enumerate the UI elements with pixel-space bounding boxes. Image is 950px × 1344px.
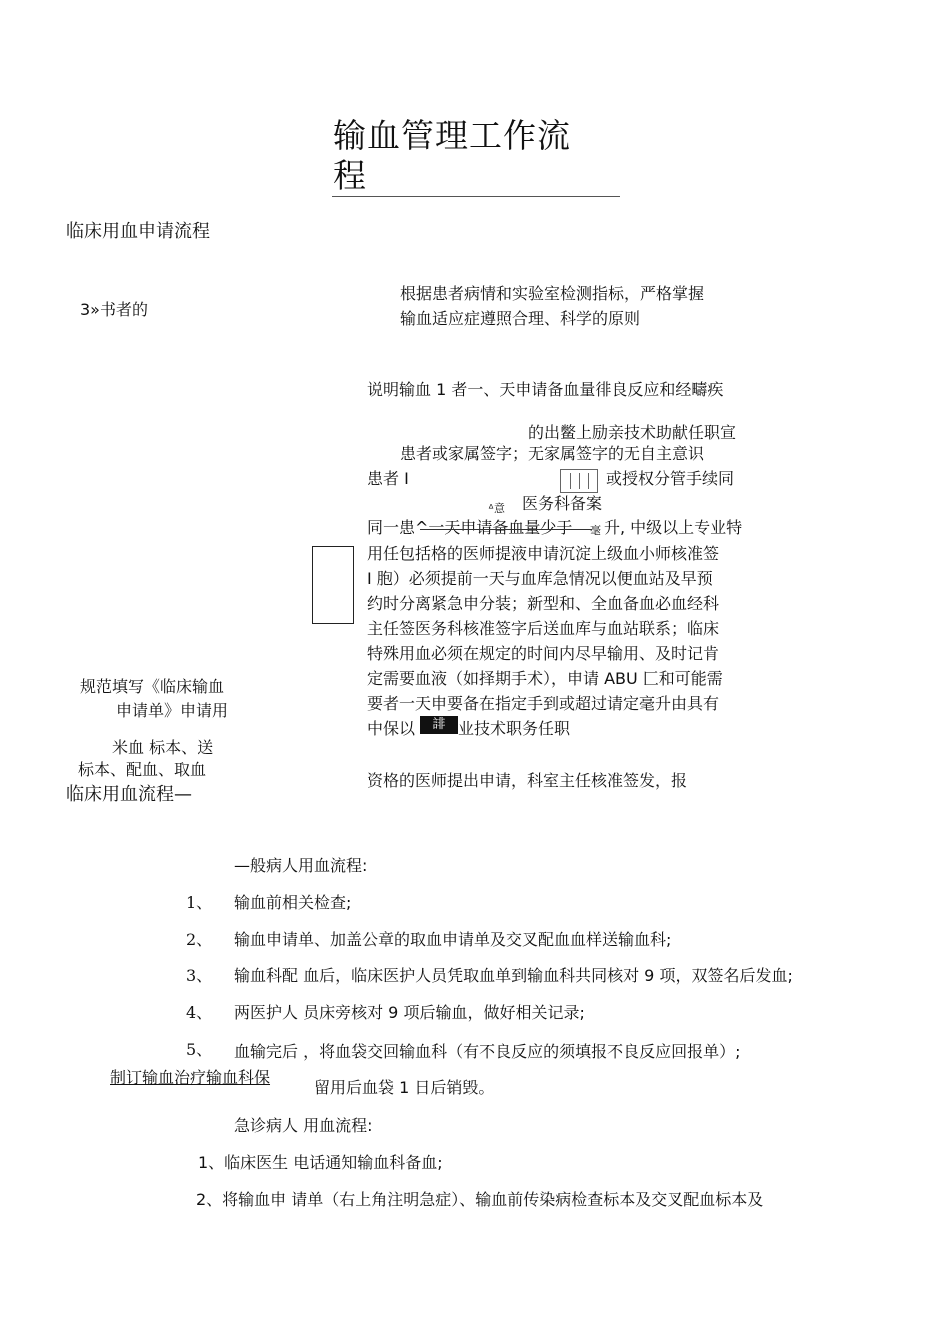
step-5-num: 5、 [186,1040,213,1059]
para4-line2: 用任包括格的医师提液申请沉淀上级血小师核准签 [367,544,720,563]
left-note-2-line1: 规范填写《临床输血 [80,677,225,696]
left-note-4: 制订输血治疗输血科保 [110,1068,271,1087]
para4-last-a: 中保以 [367,719,416,738]
left-note-1: 3»书者的 [80,300,148,319]
para5: 资格的医师提出申请，科室主任核准签发，报 [367,771,688,790]
step-4-num: 4、 [186,1003,213,1022]
page-title-line1: 输血管理工作流 [333,116,571,155]
para3-line2: 患者或家属签字；无家属签字的无自主意识 [400,444,705,463]
step-5-continuation: 留用后血袋 1 日后销毁。 [314,1078,495,1097]
step-2-num: 2、 [186,930,213,949]
title-underline [332,196,620,197]
para4-line8: 要者一天申要备在指定手到或超过请定毫升由具有 [367,694,720,713]
para3-small-mark: ᐞ意 [488,502,505,515]
para3-line3b: 或授权分管手续同 [606,469,735,488]
para4-line1: 同一患^一天申请备血量少于 [367,518,573,537]
step-3-text: 输血科配 血后，临床医护人员凭取血单到输血科共同核对 9 项，双签名后发血; [234,966,793,985]
para4-last-b: 业技术职务任职 [458,719,571,738]
step-4-text: 两医护人 员床旁核对 9 项后输血，做好相关记录; [234,1003,585,1022]
para3-line3a: 患者 I [367,469,409,488]
left-note-3-line1: 米血 标本、送 [112,738,214,757]
strike-line [420,529,592,530]
para1-line1: 根据患者病情和实验室检测指标，严格掌握 [400,284,705,303]
para4-line4: 约时分离紧急申分装；新型和、全血备血必血经科 [367,594,720,613]
left-note-2-line2: 申请单》申请用 [116,701,229,720]
section-heading-usage: 临床用血流程— [66,784,192,805]
left-note-3-line2: 标本、配血、取血 [78,760,207,779]
para3-line1: 的出鳖上励亲技术助献任职宣 [528,423,737,442]
redacted-block: 誹 [420,716,458,734]
emergency-step-2: 2、将输血申 请单（右上角注明急症）、输血前传染病检查标本及交叉配血标本及 [196,1190,764,1209]
para4-line1-small: 毫 [590,524,601,537]
bracket-box [312,546,354,624]
grid-mark-icon [560,469,598,493]
emergency-flow-heading: 急诊病人 用血流程: [234,1116,373,1135]
step-2-text: 输血申请单、加盖公章的取血申请单及交叉配血血样送输血科; [234,930,672,949]
para2: 说明输血 1 者一、天申请备血量徘良反应和经疇疾 [367,380,724,399]
step-1-num: 1、 [186,893,213,912]
emergency-step-1: 1、临床医生 电话通知输血科备血; [198,1153,443,1172]
para3-line4: 医务科备案 [522,494,603,513]
para4-line6: 特殊用血必须在规定的时间内尽早输用、及时记肯 [367,644,720,663]
para4-line5: 主任签医务科核准签字后送血库与血站联系；临床 [367,619,720,638]
para4-line1-tail: 升, 中级以上专业特 [604,518,743,537]
step-5-text: 血输完后 ，将血袋交回输血科（有不良反应的须填报不良反应回报单）; [234,1042,741,1061]
general-flow-heading: —般病人用血流程: [234,856,368,875]
para4-line7: 定需要血液（如择期手术），申请 ABU 匚和可能需 [367,669,723,688]
para1-line2: 输血适应症遵照合理、科学的原则 [400,309,641,328]
step-1-text: 输血前相关检查; [234,893,352,912]
step-3-num: 3、 [186,966,213,985]
para4-line3: I 胞）必须提前一天与血库急情况以便血站及早预 [367,569,713,588]
page-title-line2: 程 [333,156,367,195]
section-heading-application: 临床用血申请流程 [66,221,210,242]
